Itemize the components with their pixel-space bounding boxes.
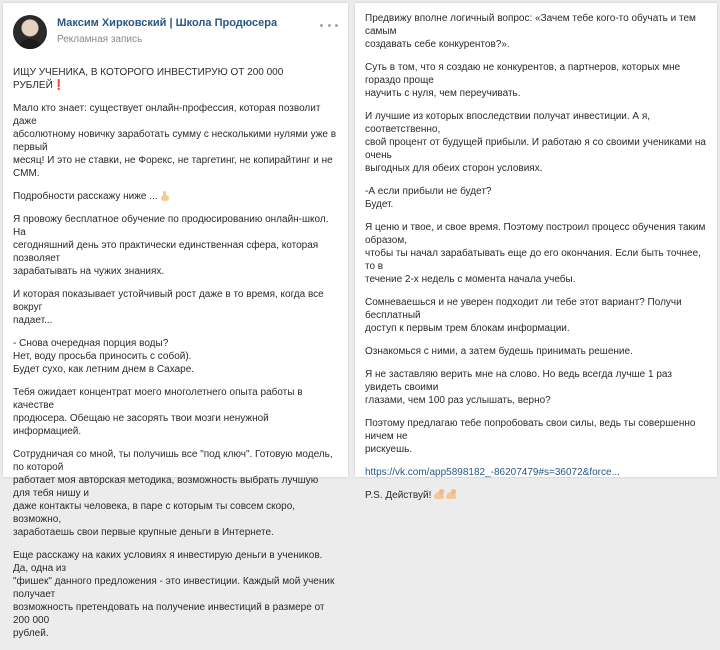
- author-avatar[interactable]: [13, 15, 47, 49]
- paragraph: Ознакомься с ними, а затем будешь принимать решение.: [365, 346, 633, 357]
- paragraph: Поэтому предлагаю тебе попробовать свои силы, ведь ты совершенно ничем не рискуешь.: [365, 418, 696, 455]
- paragraph-text: Подробности расскажу ниже ...: [13, 191, 158, 202]
- sponsored-label: Рекламная запись: [57, 34, 143, 45]
- link-paragraph: [365, 466, 707, 479]
- flexed-biceps-icon: [446, 489, 458, 500]
- paragraph: Сотрудничая со мной, ты получишь все "под ключ". Готовую модель, по которой работает моя авторская методика, возможность выбрать лучшую для тебя нишу и даже контакты человека, в паре с которым ты совсем скоро, возможно, заработаешь свои первые крупные деньги в Интернете.: [13, 449, 333, 538]
- post-title-line: [13, 66, 338, 92]
- paragraph: Суть в том, что я создаю не конкурентов, а партнеров, которых мне гораздо проще научить с нуля, чем переучивать.: [365, 62, 681, 99]
- post-text-left: [13, 66, 338, 650]
- post-text-right: [365, 12, 707, 512]
- paragraph: Я провожу бесплатное обучение по продюсированию онлайн-школ. На сегодняшний день это практически единственная сфера, которая позволяет зарабатывать на чужих знаниях.: [13, 214, 329, 277]
- ps-text: P.S. Действуй!: [365, 490, 432, 501]
- paragraph: И которая показывает устойчивый рост даже в то время, когда все вокруг падает...: [13, 289, 324, 326]
- paragraph: -А если прибыли не будет? Будет.: [365, 186, 492, 210]
- pointing-down-hand-icon: [160, 191, 170, 201]
- post-title: ИЩУ УЧЕНИКА, В КОТОРОГО ИНВЕСТИРУЮ ОТ 200 000 РУБЛЕЙ: [13, 67, 284, 91]
- paragraph: Я ценю и твое, и свое время. Поэтому построил процесс обучения таким образом, чтобы ты начал зарабатывать еще до его окончания. Если быть точнее, то в течение 2-х недель с момента начала учебы.: [365, 222, 706, 285]
- ps-paragraph: [365, 489, 707, 502]
- paragraph: Мало кто знает: существует онлайн-профессия, которая позволит даже абсолютному новичку заработать сумму с несколькими нулями уже в первый месяц! И это не ставки, не Форекс, не таргетинг, не копирайтинг и не СММ.: [13, 103, 337, 179]
- more-options-icon[interactable]: [320, 21, 338, 29]
- post-card-left: [3, 3, 348, 639]
- paragraph: И лучшие из которых впоследствии получат инвестиции. А я, соответственно, свой процент от будущей прибыли. И работаю я со своими учениками на очень выгодных для обеих сторон условиях.: [365, 111, 706, 174]
- promo-link[interactable]: https://vk.com/app5898182_-86207479#s=36072&force...: [365, 467, 620, 478]
- paragraph: Тебя ожидает концентрат моего многолетнего опыта работы в качестве продюсера. Обещаю не засорять твои мозги ненужной информацией.: [13, 387, 303, 437]
- paragraph: Еще расскажу на каких условиях я инвестирую деньги в учеников. Да, одна из "фишек" данного предложения - это инвестиции. Каждый мой ученик получает возможность претендовать на получение инвестиций в размере от 200 000 рублей.: [13, 550, 335, 639]
- exclamation-icon: ❗: [52, 80, 66, 91]
- paragraph: Я не заставляю верить мне на слово. Но ведь всегда лучше 1 раз увидеть своими глазами, чем 100 раз услышать, верно?: [365, 369, 672, 406]
- post-card-right: [355, 3, 717, 501]
- paragraph: - Снова очередная порция воды? Нет, воду просьба приносить с собой). Будет сухо, как летним днем в Сахаре.: [13, 338, 195, 375]
- flexed-biceps-icon: [434, 489, 446, 500]
- paragraph-with-icon: [13, 190, 338, 203]
- paragraph: Предвижу вполне логичный вопрос: «Зачем тебе кого-то обучать и тем самым создавать себе конкурентов?».: [365, 13, 696, 50]
- paragraph: Сомневаешься и не уверен подходит ли тебе этот вариант? Получи бесплатный доступ к первым трем блокам информации.: [365, 297, 682, 334]
- post-header: [13, 15, 338, 51]
- avatar-suit: [18, 39, 42, 49]
- author-name-link[interactable]: Максим Хирковский | Школа Продюсера: [57, 17, 278, 29]
